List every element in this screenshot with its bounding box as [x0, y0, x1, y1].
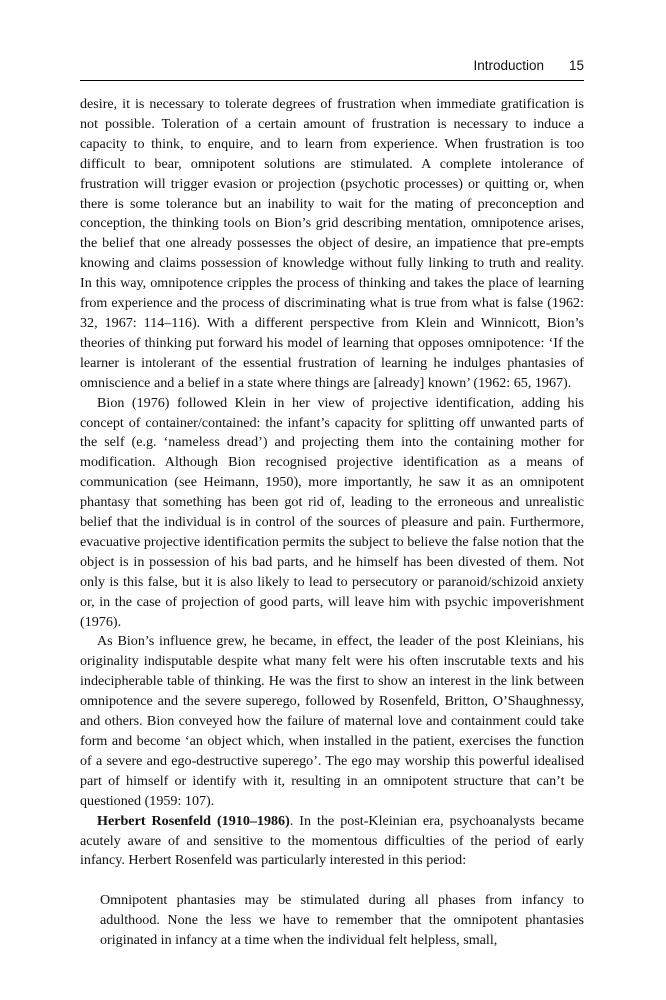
paragraph-4-text: . In the post-Kleinian era, psychoanalysts became acutely aware of and sensitive to the momentous difficulties of the period of early infancy. Herbert Rosenfeld was particularly interested in this period: — [80, 812, 584, 869]
page-number: 15 — [568, 58, 584, 73]
running-head-title: Introduction — [473, 58, 544, 73]
body-text — [80, 95, 584, 951]
paragraph-4 — [80, 812, 584, 872]
block-quote: Omnipotent phantasies may be stimulated during all phases from infancy to adulthood. None the less we have to remember that the omnipotent phantasies originated in infancy at a time when the individual felt helpless, small, — [100, 892, 584, 949]
section-heading-rosenfeld: Herbert Rosenfeld (1910–1986) — [97, 812, 290, 829]
running-head — [80, 58, 584, 81]
paragraph-3: As Bion’s influence grew, he became, in effect, the leader of the post Kleinians, his originality indisputable despite what many felt were his often inscrutable texts and his indecipherable table of thinking. He was the first to show an interest in the link between omnipotence and the severe superego, followed by Rosenfeld, Britton, O’Shaughnessy, and others. Bion conveyed how the failure of maternal love and containment could take form and become ‘an object which, when installed in the patient, exercises the function of a severe and ego-destructive superego’. The ego may worship this powerful idealised part of himself or identify with it, resulting in an omnipotent structure that can’t be questioned (1959: 107). — [80, 633, 584, 809]
paragraph-2: Bion (1976) followed Klein in her view of projective identification, adding his concept of container/contained: the infant’s capacity for splitting off unwanted parts of the self (e.g. ‘nameless dread’) and projecting them into the containing mother for modification. Although Bion recognised projective identification as a means of communication (see Heimann, 1950), more importantly, he saw it as an omnipotent phantasy that something has been got rid of, leading to the erroneous and unrealistic belief that the individual is in control of the sources of pleasure and pain. Furthermore, evacuative projective identification permits the subject to believe the false notion that the object is in possession of his bad parts, and he himself has been divested of them. Not only is this false, but it is also likely to lead to persecutory or paranoid/schizoid anxiety or, in the case of projection of good parts, will leave him with psychic impoverishment (1976). — [80, 394, 584, 630]
paragraph-1: desire, it is necessary to tolerate degrees of frustration when immediate gratification is not possible. Toleration of a certain amount of frustration is necessary to induce a capacity to think, to enquire, and to learn from experience. When frustration is too difficult to bear, omnipotent solutions are stimulated. A complete intolerance of frustration will trigger evasion or projection (psychotic processes) or quitting or, when there is some tolerance but an inability to wait for the mating of preconception and conception, the thinking tools on Bion’s grid describing mentation, omnipotence arises, the belief that one already possesses the object of desire, an impatience that pre-empts knowing and claims possession of knowledge without fully linking to truth and reality. In this way, omnipotence cripples the process of thinking and takes the place of learning from experience and the process of discriminating what is true from what is false (1962: 32, 1967: 114–116). With a different perspective from Klein and Winnicott, Bion’s theories of thinking put forward his model of learning that opposes omnipotence: ‘If the learner is intolerant of the essential frustration of learning he indulges phantasies of omniscience and a belief in a state where things are [already] known’ (1962: 65, 1967). — [80, 96, 584, 391]
